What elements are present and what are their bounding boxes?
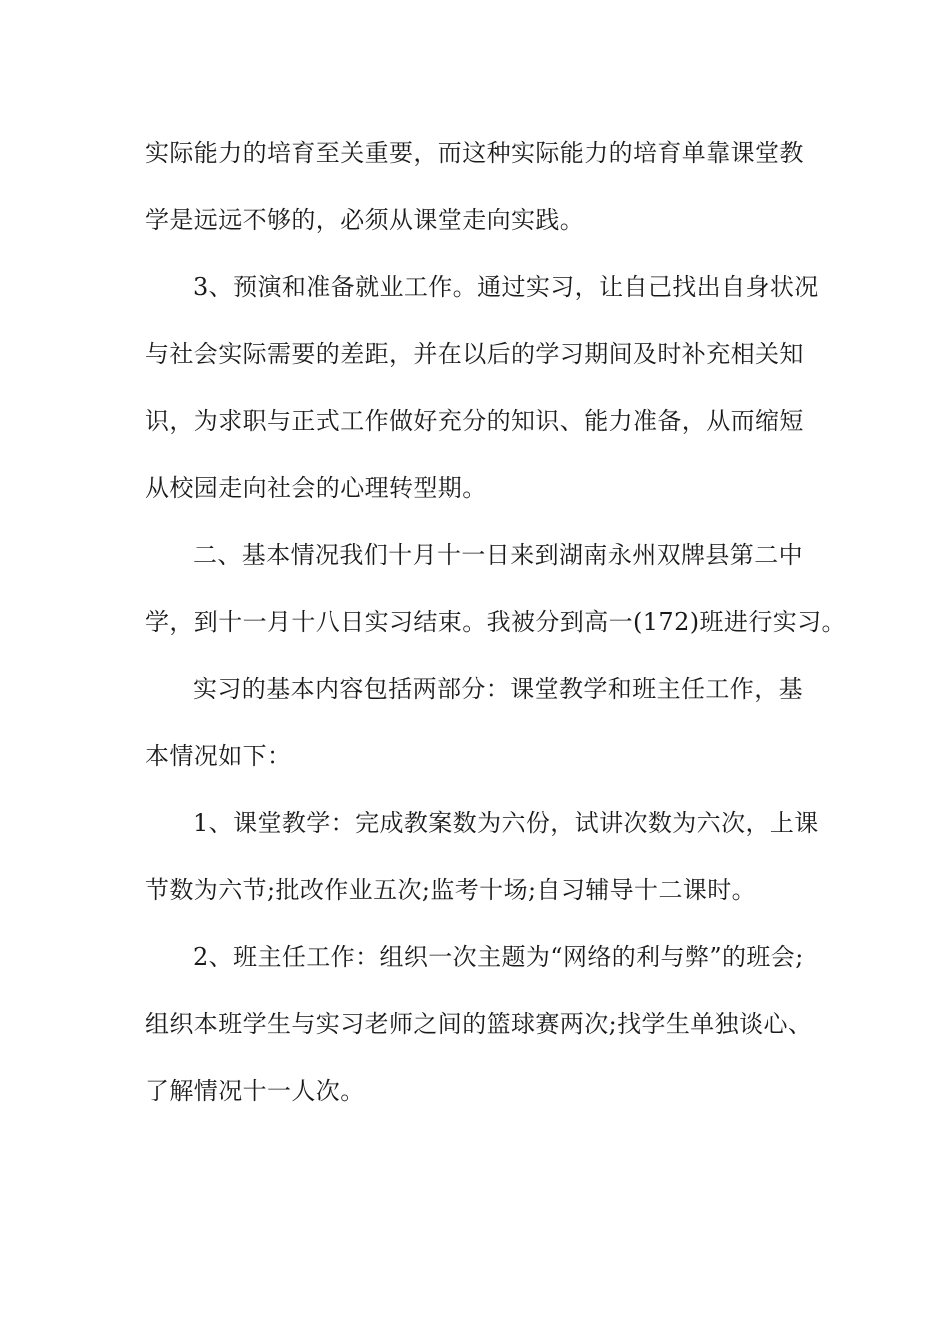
text-line: 与社会实际需要的差距，并在以后的学习期间及时补充相关知 — [145, 340, 804, 368]
paragraph-start-line: 二、基本情况我们十月十一日来到湖南永州双牌县第二中 — [193, 541, 803, 569]
paragraph-start-line: 3、预演和准备就业工作。通过实习，让自己找出自身状况 — [193, 273, 819, 301]
text-line: 了解情况十一人次。 — [145, 1077, 365, 1105]
text-line: 实际能力的培育至关重要，而这种实际能力的培育单靠课堂教 — [145, 139, 804, 167]
paragraph-start-line: 1、课堂教学：完成教案数为六份，试讲次数为六次，上课 — [193, 809, 819, 837]
text-line: 组织本班学生与实习老师之间的篮球赛两次;找学生单独谈心、 — [145, 1010, 813, 1038]
text-line: 学，到十一月十八日实习结束。我被分到高一(172)班进行实习。 — [145, 608, 846, 636]
text-line: 节数为六节;批改作业五次;监考十场;自习辅导十二课时。 — [145, 876, 757, 904]
text-line: 本情况如下： — [145, 742, 292, 770]
document-body — [145, 126, 846, 1131]
paragraph-start-line: 2、班主任工作：组织一次主题为“网络的利与弊”的班会; — [193, 943, 804, 971]
text-line: 从校园走向社会的心理转型期。 — [145, 474, 487, 502]
text-line: 学是远远不够的，必须从课堂走向实践。 — [145, 206, 585, 234]
paragraph-start-line: 实习的基本内容包括两部分：课堂教学和班主任工作，基 — [193, 675, 803, 703]
text-line: 识，为求职与正式工作做好充分的知识、能力准备，从而缩短 — [145, 407, 804, 435]
